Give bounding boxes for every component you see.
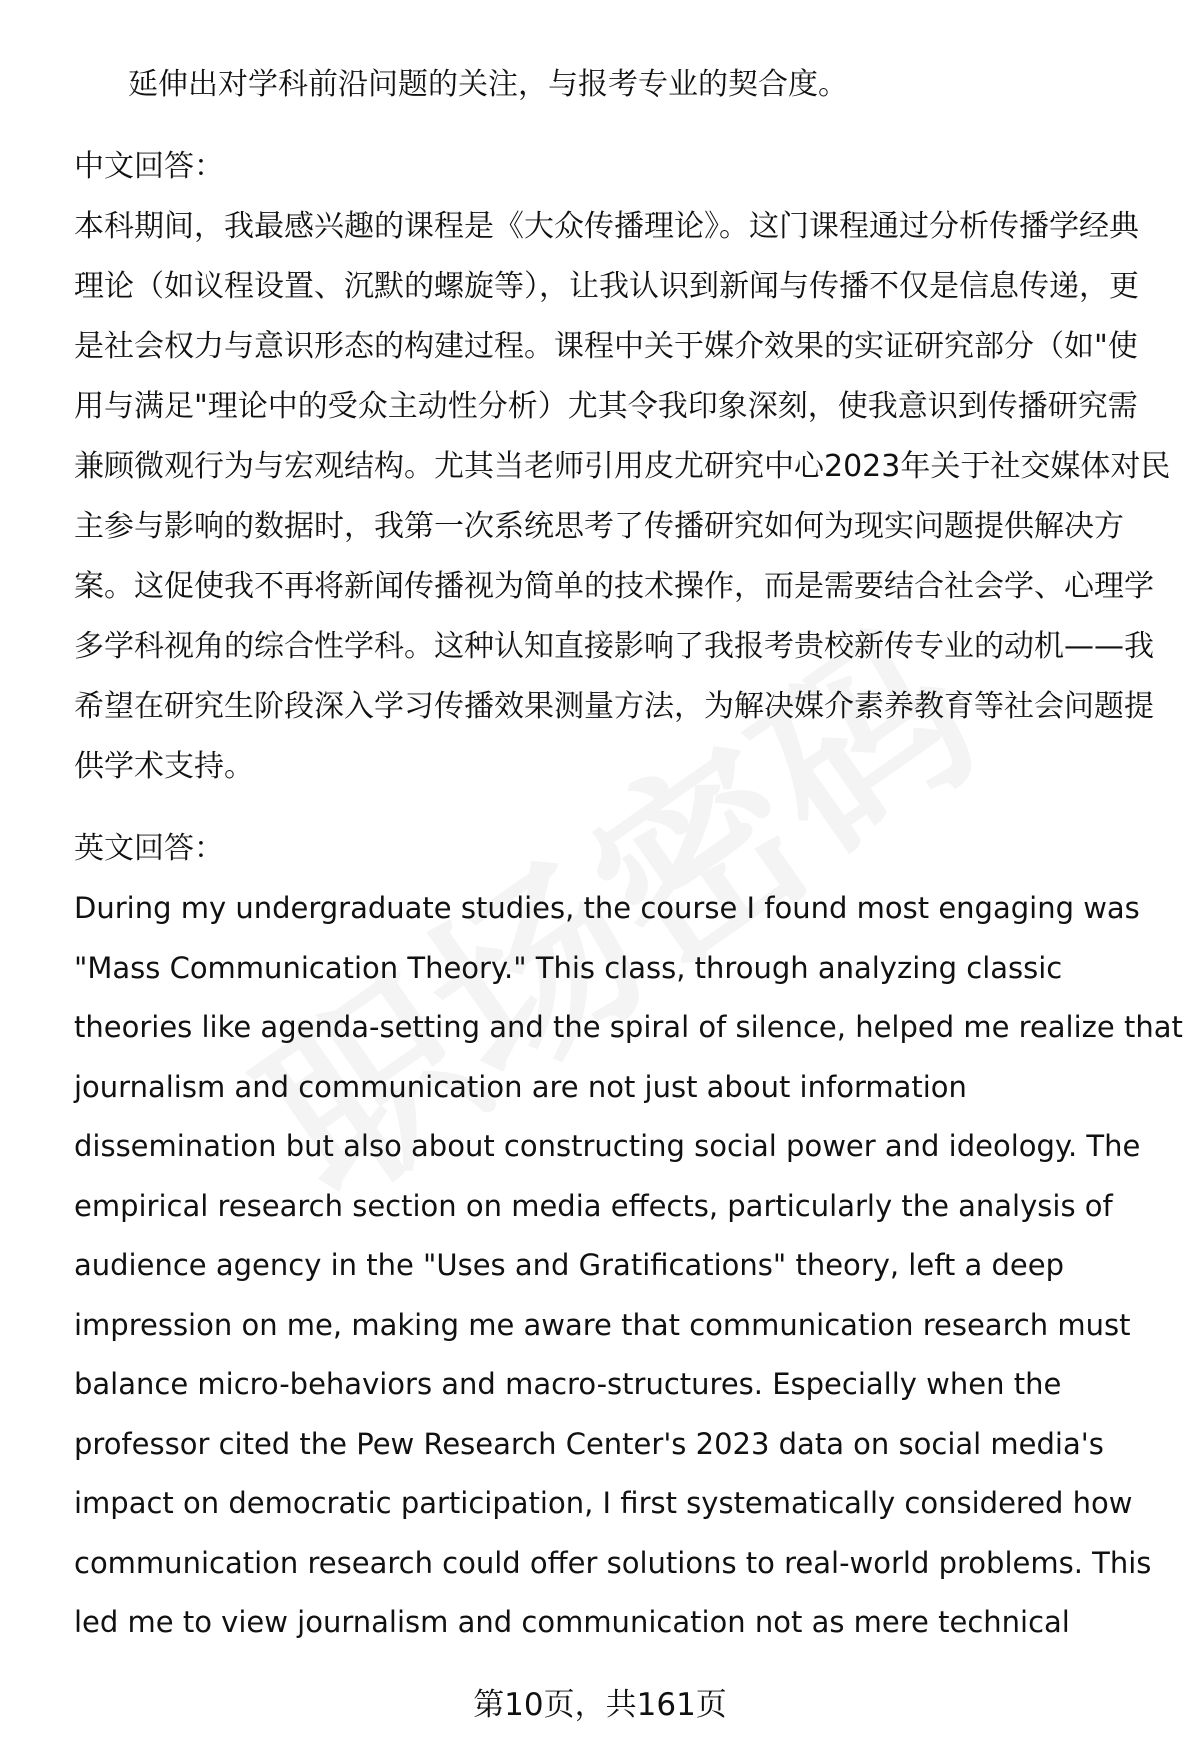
chinese-answer-line: 希望在研究生阶段深入学习传播效果测量方法，为解决媒介素养教育等社会问题提 bbox=[74, 689, 1154, 724]
spacer bbox=[74, 115, 1154, 137]
intro-line: 延伸出对学科前沿问题的关注，与报考专业的契合度。 bbox=[128, 67, 848, 102]
chinese-answer-line: 案。这促使我不再将新闻传播视为简单的技术操作，而是需要结合社会学、心理学 bbox=[74, 569, 1154, 604]
chinese-answer-line: 多学科视角的综合性学科。这种认知直接影响了我报考贵校新传专业的动机——我 bbox=[74, 629, 1154, 664]
chinese-answer-line: 主参与影响的数据时，我第一次系统思考了传播研究如何为现实问题提供解决方 bbox=[74, 509, 1124, 544]
english-answer-heading: 英文回答： bbox=[74, 831, 224, 866]
english-answer-line: empirical research section on media effects, particularly the analysis of bbox=[74, 1188, 1113, 1223]
english-answer-line: "Mass Communication Theory." This class, through analyzing classic bbox=[74, 950, 1063, 985]
chinese-answer-line: 供学术支持。 bbox=[74, 749, 254, 784]
chinese-answer-line: 用与满足"理论中的受众主动性分析）尤其令我印象深刻，使我意识到传播研究需 bbox=[74, 389, 1138, 424]
english-answer-line: professor cited the Pew Research Center's 2023 data on social media's bbox=[74, 1426, 1104, 1461]
english-answer-line: impact on democratic participation, I first systematically considered how bbox=[74, 1486, 1133, 1520]
english-answer-line: communication research could offer solutions to real-world problems. This bbox=[74, 1545, 1152, 1580]
spacer bbox=[74, 797, 1154, 819]
english-answer-line: During my undergraduate studies, the course I found most engaging was bbox=[74, 891, 1140, 925]
english-answer-line: impression on me, making me aware that communication research must bbox=[74, 1307, 1131, 1342]
english-answer-line: audience agency in the "Uses and Gratifications" theory, left a deep bbox=[74, 1248, 1064, 1282]
english-answer-line: theories like agenda-setting and the spiral of silence, helped me realize that bbox=[74, 1010, 1183, 1044]
chinese-answer-line: 兼顾微观行为与宏观结构。尤其当老师引用皮尤研究中心2023年关于社交媒体对民 bbox=[74, 449, 1171, 484]
chinese-answer-line: 本科期间，我最感兴趣的课程是《大众传播理论》。这门课程通过分析传播学经典 bbox=[74, 209, 1139, 244]
english-answer-line: dissemination but also about constructing social power and ideology. The bbox=[74, 1129, 1141, 1163]
english-answer-line: balance micro-behaviors and macro-structures. Especially when the bbox=[74, 1367, 1062, 1401]
english-answer-line: journalism and communication are not just about information bbox=[74, 1069, 967, 1104]
chinese-answer-heading: 中文回答： bbox=[74, 149, 224, 184]
document-body bbox=[74, 55, 1183, 1653]
page-number-footer: 第10页，共161页 bbox=[473, 1687, 727, 1723]
chinese-answer-line: 是社会权力与意识形态的构建过程。课程中关于媒介效果的实证研究部分（如"使 bbox=[74, 329, 1138, 364]
english-answer-line: led me to view journalism and communication not as mere technical bbox=[74, 1605, 1070, 1639]
chinese-answer-line: 理论（如议程设置、沉默的螺旋等），让我认识到新闻与传播不仅是信息传递，更 bbox=[74, 269, 1139, 304]
